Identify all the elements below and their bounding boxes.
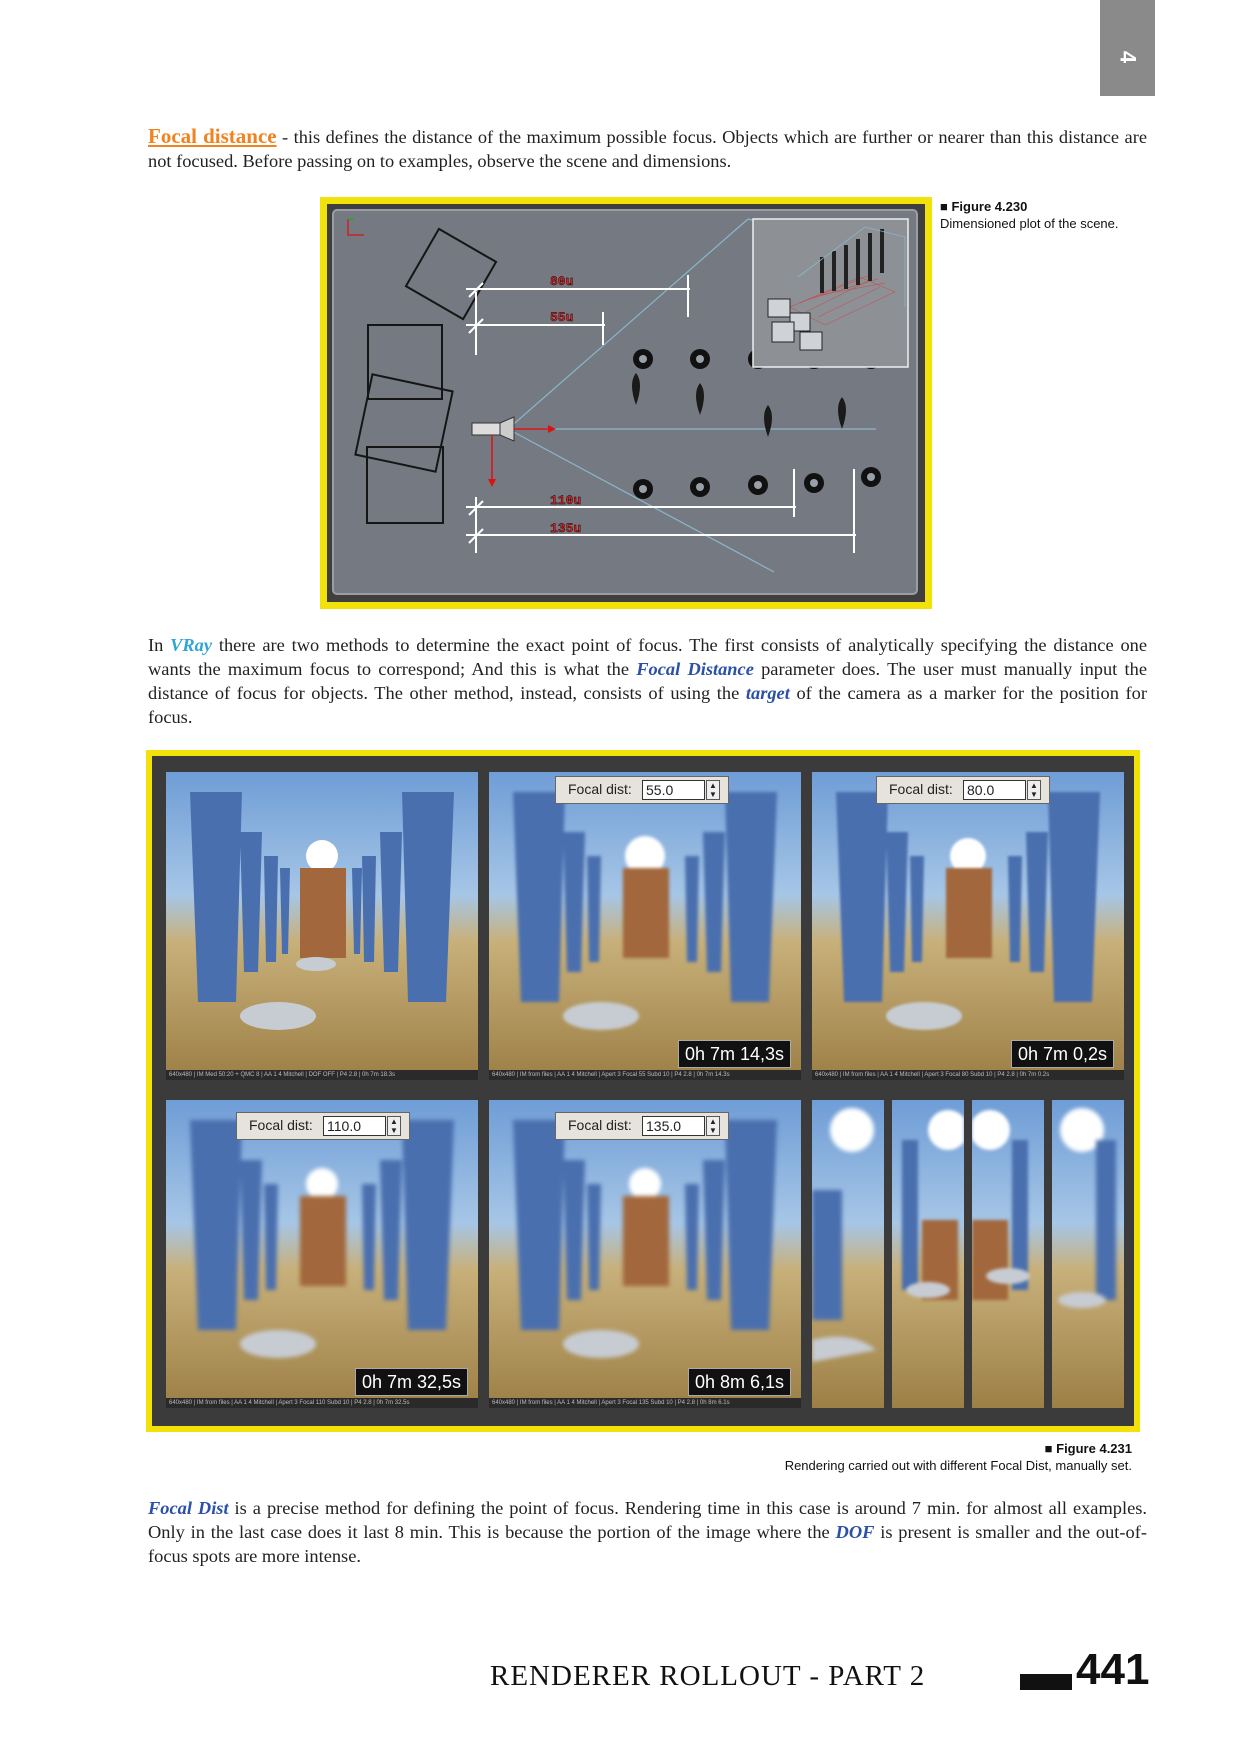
dim-label-80: 80u [550, 274, 574, 289]
page-number: 441 [1076, 1645, 1150, 1694]
render-scene [812, 772, 1124, 1080]
render-tile-focal-80 [812, 772, 1124, 1080]
render-status-bar: 640x480 | IM from files | AA 1 4 Mitchell | Apert 3 Focal 110 Subd 10 | P4 2.8 | 0h 7m 32.5s [166, 1398, 478, 1408]
render-scene [489, 772, 801, 1080]
target-term: target [745, 683, 790, 703]
methods-text-2: there are two methods to determine the exact point of focus. The first consists of analytically specifying the distance one wants the maximum focus to correspond; And this is what the [148, 635, 1147, 679]
focal-dist-spinner[interactable] [555, 1112, 729, 1140]
focal-dist-label: Focal dist: [568, 781, 632, 797]
figure-230-caption: ■ Figure 4.230 Dimensioned plot of the scene. [940, 198, 1140, 232]
focal-dist-label: Focal dist: [889, 781, 953, 797]
footer-section-title: RENDERER ROLLOUT - PART 2 [490, 1660, 926, 1692]
intro-text: - this defines the distance of the maximum possible focus. Objects which are further or nearer than this distance are not focused. Before passing on to examples, observe the scene and dimensions. [148, 127, 1147, 171]
focal-dist-spinner[interactable] [876, 776, 1050, 804]
spinner-arrows-icon[interactable]: ▲ ▼ [706, 780, 720, 800]
render-tile-focal-110 [166, 1100, 478, 1408]
render-strip [972, 1100, 1044, 1408]
render-time: 0h 7m 14,3s [678, 1040, 791, 1068]
render-status-bar: 640x480 | IM from files | AA 1 4 Mitchell | Apert 3 Focal 80 Subd 10 | P4 2.8 | 0h 7m 0.2s [812, 1070, 1124, 1080]
render-strip [812, 1100, 884, 1408]
brick-wall [300, 868, 346, 958]
figure-230-number: Figure 4.230 [951, 199, 1028, 214]
focal-dist-label: Focal dist: [568, 1117, 632, 1133]
focal-dist-input[interactable]: 80.0 [963, 780, 1026, 800]
focal-dist-input[interactable]: 110.0 [323, 1116, 386, 1136]
focal-dist-label: Focal dist: [249, 1117, 313, 1133]
render-tile-dof-off [166, 772, 478, 1080]
figure-230-caption-text: Dimensioned plot of the scene. [940, 216, 1119, 231]
render-scene [166, 772, 478, 1080]
methods-text-1: In [148, 635, 171, 655]
sun-icon [306, 840, 338, 872]
conclusion-text-2: is present is smaller and the out-of-focus spots are more intense. [148, 1522, 1147, 1566]
render-status-bar: 640x480 | IM from files | AA 1 4 Mitchell | Apert 3 Focal 55 Subd 10 | P4 2.8 | 0h 7m 14.3s [489, 1070, 801, 1080]
chapter-number: 4 [1115, 50, 1141, 64]
render-status-bar: 640x480 | IM from files | AA 1 4 Mitchell | Apert 3 Focal 135 Subd 10 | P4 2.8 | 0h 8m 6.1s [489, 1398, 801, 1408]
figure-231-caption-text: Rendering carried out with different Focal Dist, manually set. [784, 1458, 1132, 1473]
spinner-arrows-icon[interactable]: ▲ ▼ [387, 1116, 401, 1136]
dof-term: DOF [835, 1522, 875, 1542]
methods-text-3: parameter does. The user must manually input the distance of focus for objects. The other method, instead, consists of using the [148, 659, 1147, 703]
conclusion-text-1: is a precise method for defining the point of focus. Rendering time in this case is around 7 min. for almost all examples. Only in the last case does it last 8 min. This is because the portion of the image where the [148, 1498, 1147, 1542]
render-scene [489, 1100, 801, 1408]
dim-label-55: 55u [550, 310, 574, 325]
render-strips-comparison [812, 1100, 1124, 1408]
focal-dist-spinner[interactable] [555, 776, 729, 804]
render-tile-focal-135 [489, 1100, 801, 1408]
render-time: 0h 7m 0,2s [1011, 1040, 1114, 1068]
dim-label-135: 135u [550, 521, 582, 536]
focal-dist-spinner[interactable] [236, 1112, 410, 1140]
focal-dist-input[interactable]: 55.0 [642, 780, 705, 800]
figure-231-caption: ■ Figure 4.231 Rendering carried out with different Focal Dist, manually set. [700, 1440, 1132, 1474]
figure-230-frame [320, 197, 932, 609]
figure-231-number: Figure 4.231 [1056, 1441, 1132, 1456]
vray-term: VRay [170, 635, 213, 655]
spinner-arrows-icon[interactable]: ▲ ▼ [1027, 780, 1041, 800]
render-tile-focal-55 [489, 772, 801, 1080]
render-status-bar: 640x480 | IM Med 50:20 + QMC 8 | AA 1 4 Mitchell | DOF OFF | P4 2.8 | 0h 7m 18.3s [166, 1070, 478, 1080]
spinner-arrows-icon[interactable]: ▲ ▼ [706, 1116, 720, 1136]
methods-paragraph [148, 633, 1147, 729]
figure-231-frame [146, 750, 1140, 1432]
dim-label-110: 110u [550, 493, 582, 508]
render-strip [1052, 1100, 1124, 1408]
perspective-inset [753, 219, 908, 367]
render-time: 0h 8m 6,1s [688, 1368, 791, 1396]
render-grid [152, 756, 1134, 1426]
chapter-tab [1100, 0, 1155, 96]
focal-dist-term: Focal Dist [148, 1498, 229, 1518]
scene-plot [320, 197, 932, 609]
focal-dist-input[interactable]: 135.0 [642, 1116, 705, 1136]
focal-distance-param: Focal Distance [636, 659, 754, 679]
methods-text-4: of the camera as a marker for the position for focus. [148, 683, 1147, 727]
render-strip [892, 1100, 964, 1408]
render-time: 0h 7m 32,5s [355, 1368, 468, 1396]
focal-distance-term: Focal distance [148, 124, 277, 148]
footer-bar [1020, 1674, 1072, 1690]
conclusion-paragraph [148, 1496, 1147, 1568]
render-scene [166, 1100, 478, 1408]
intro-paragraph [148, 124, 1147, 173]
